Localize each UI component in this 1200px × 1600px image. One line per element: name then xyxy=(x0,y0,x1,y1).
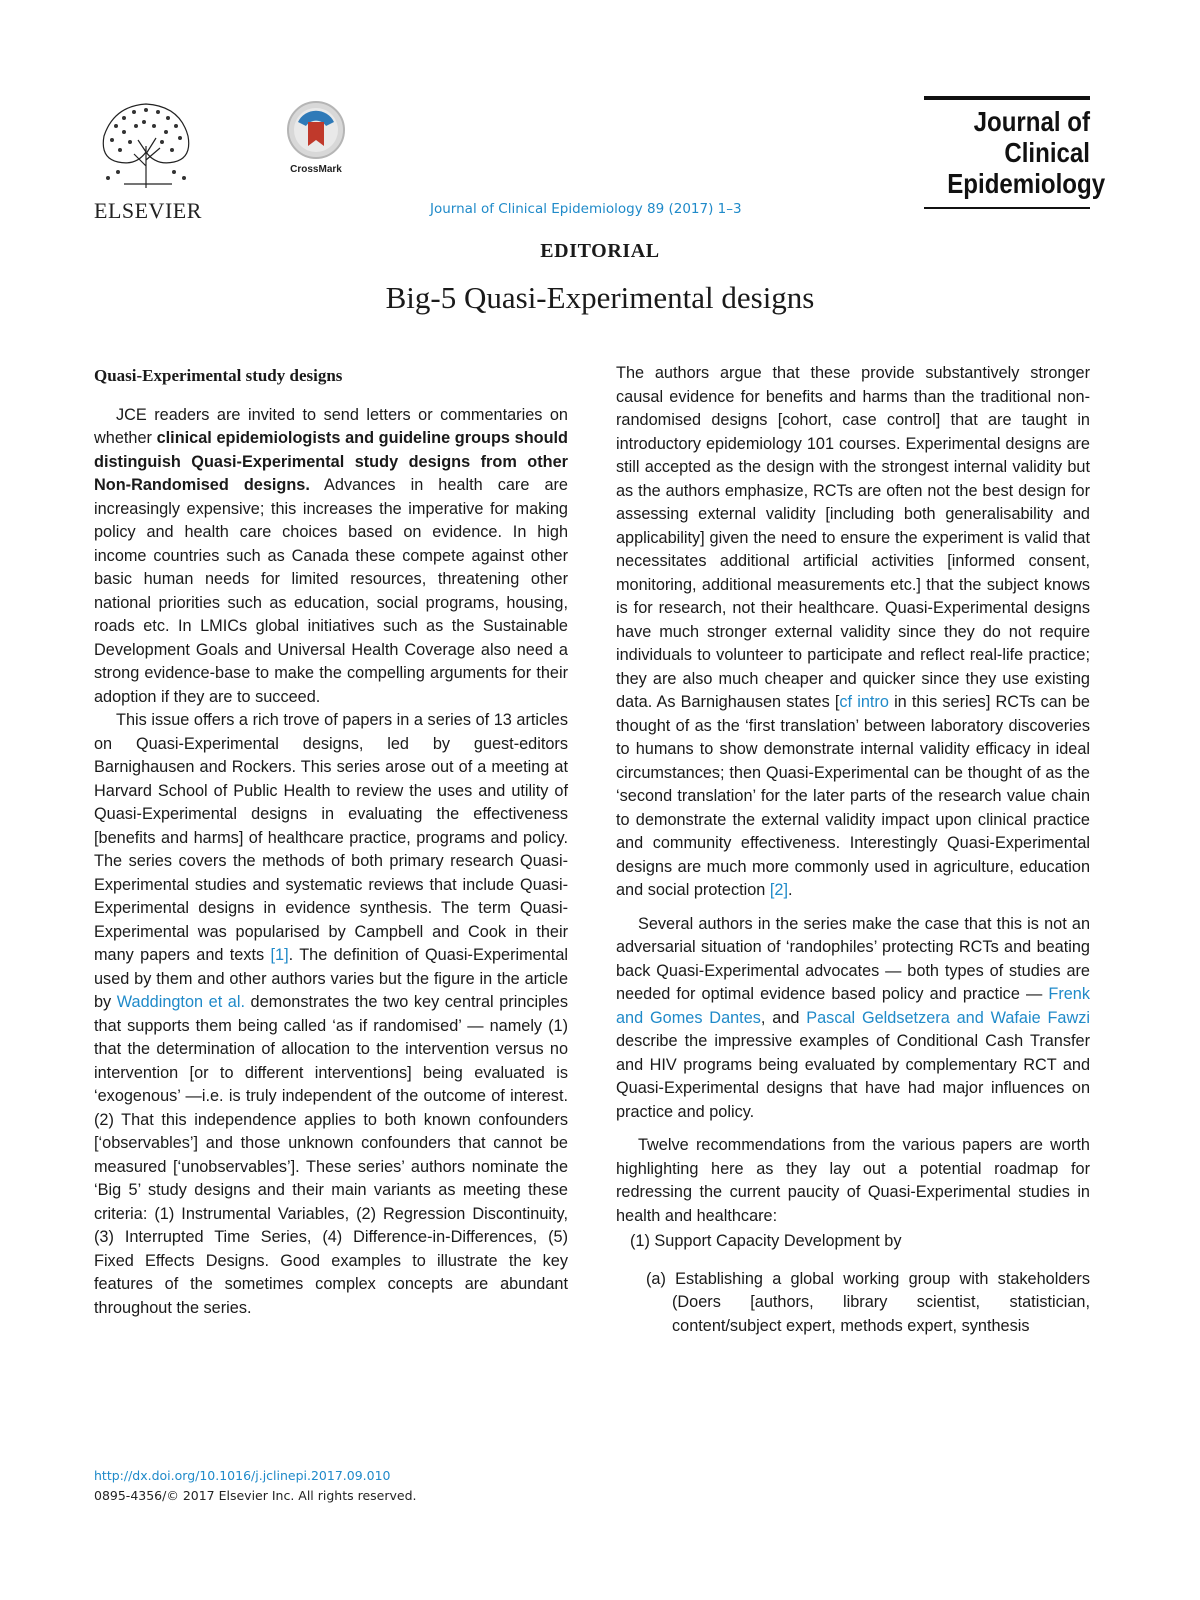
reference-link-1[interactable]: [1] xyxy=(270,946,289,964)
list-item: (1) Support Capacity Development by xyxy=(630,1232,902,1250)
right-column xyxy=(616,362,1090,1338)
text-run: Several authors in the series make the case that this is not an adversarial situation of ‘randophiles’ protecting RCTs and beating back Quasi-Experimental advocates — both types of studies are needed for optimal evidence based policy and practice — xyxy=(616,914,1090,1003)
elsevier-logo xyxy=(94,96,204,224)
text-run: Advances in health care are increasingly expensive; this increases the imperative for making policy and health care choices based on evidence. In high income countries such as Canada these compete against other basic human needs for limited resources, threatening other national priorities such as education, social programs, housing, roads etc. In LMICs global initiatives such as the Sustainable Development Goals and Universal Health Coverage also need a strong evidence-base to make the compelling arguments for their adoption if they are to succeed. xyxy=(94,476,568,706)
brand-bottom-rule xyxy=(924,207,1090,209)
right-paragraph-2 xyxy=(616,913,1090,1125)
crossmark-badge[interactable] xyxy=(280,100,352,175)
crossmark-icon xyxy=(286,100,346,160)
brand-top-rule xyxy=(924,96,1090,100)
text-run: . The definition of Quasi-Experimental used by them and other authors varies but the figure in the article by xyxy=(94,946,568,1011)
brand-line-2: Clinical xyxy=(1004,137,1090,168)
left-paragraph-2 xyxy=(94,709,568,1320)
journal-brand xyxy=(924,96,1106,209)
text-run: . xyxy=(787,881,793,899)
text-run: in this series] RCTs can be thought of as the ‘first translation’ between laboratory discoveries to humans to show demonstrate internal validity efficacy in ideal circumstances; then Quasi-Experimental can be thought of as the ‘second translation’ for the later parts of the research value chain to demonstrate the external validity impact upon clinical practice and community effectiveness. Interestingly Quasi-Experimental designs are much more commonly used in agriculture, education and social protection xyxy=(616,693,1090,899)
left-column xyxy=(94,362,568,1320)
reference-link-2[interactable]: [2] xyxy=(769,881,788,899)
text-run: The authors argue that these provide substantively stronger causal evidence for benefits and harms than the traditional non-randomised designs [cohort, case control] that are taught in introductory epidemiology 101 courses. Experimental designs are still accepted as the design with the strongest internal validity but as the authors emphasize, RCTs are often not the best design for assessing external validity [including both generalisability and applicability] given the need to ensure the experiment is valid that necessitates additional artificial activities [informed consent, monitoring, additional measurements etc.] that the subject knows is for research, not their healthcare. Quasi-Experimental designs have much stronger external validity since they do not require individuals to volunteer to participate and reflect real-life practice; they are also much cheaper and quicker since they use existing data. As Barnighausen states [ xyxy=(616,364,1090,711)
right-paragraph-3: Twelve recommendations from the various papers are worth highlighting here as they lay out a potential roadmap for redressing the current paucity of Quasi-Experimental studies in health and healthcare: xyxy=(616,1136,1090,1225)
text-run: describe the impressive examples of Conditional Cash Transfer and HIV programs being evaluated by complementary RCT and Quasi-Experimental designs that have had major influences on practice and policy. xyxy=(616,1032,1090,1121)
crossmark-label: CrossMark xyxy=(290,164,342,175)
text-run: demonstrates the two key central principles that supports them being called ‘as if randomised’ — namely (1) that the determination of allocation to the intervention versus no intervention [or to different interventions] being evaluated is ‘exogenous’ —i.e. is truly independent of the outcome of interest. (2) That this independence applies to both known confounders [‘observables’] and those unknown confounders that cannot be measured [‘unobservables’]. These series’ authors nominate the ‘Big 5’ study designs and their main variants as meeting these criteria: (1) Instrumental Variables, (2) Regression Discontinuity, (3) Interrupted Time Series, (4) Difference-in-Differences, (5) Fixed Effects Designs. Good examples to illustrate the key features of the sometimes complex concepts are abundant throughout the series. xyxy=(94,993,568,1317)
waddington-link[interactable]: Waddington et al. xyxy=(116,993,245,1011)
page-footer xyxy=(94,1466,574,1506)
brand-line-1: Journal of xyxy=(973,106,1090,137)
text-run: JCE readers are invited to send letters or commentaries on whether xyxy=(94,405,568,447)
text-run: , and xyxy=(760,1008,807,1027)
text-run: This issue offers a rich trove of papers in a series of 13 articles on Quasi-Experimental designs, led by guest-editors Barnighausen and Rockers. This series arose out of a meeting at Harvard School of Public Health to review the uses and utility of Quasi-Experimental designs in evaluating the effectiveness [benefits and harms] of healthcare practice, programs and policy. The series covers the methods of both primary research Quasi-Experimental studies and systematic reviews that include Quasi-Experimental designs in evidence synthesis. The term Quasi-Experimental was popularised by Campbell and Cook in their many papers and texts xyxy=(94,711,568,964)
publisher-wordmark: ELSEVIER xyxy=(94,198,202,223)
brand-line-3: Epidemiology xyxy=(947,168,1106,199)
right-paragraph-1 xyxy=(616,362,1090,903)
article-kicker: EDITORIAL xyxy=(540,240,660,262)
copyright-notice: 0895-4356/© 2017 Elsevier Inc. All rights reserved. xyxy=(94,1488,417,1503)
elsevier-tree-icon xyxy=(94,96,198,192)
geldsetzera-fawzi-link[interactable]: Pascal Geldsetzera and Wafaie Fawzi xyxy=(806,1008,1090,1027)
frenk-dantes-link[interactable]: Frenk and Gomes Dantes xyxy=(616,985,1090,1027)
journal-citation[interactable]: Journal of Clinical Epidemiology 89 (2017) 1–3 xyxy=(430,201,742,217)
list-sub-item: (a) Establishing a global working group with stakeholders (Doers [authors, library scientist, statistician, content/subject expert, methods expert, synthesis xyxy=(646,1269,1090,1335)
article-title: Big-5 Quasi-Experimental designs xyxy=(385,280,815,315)
cf-intro-link[interactable]: cf intro xyxy=(839,693,889,711)
page-header xyxy=(0,0,1200,230)
emphasis-question: clinical epidemiologists and guideline groups should distinguish Quasi-Experimental study designs from other Non-Randomised designs. xyxy=(94,429,568,494)
doi-link[interactable]: http://dx.doi.org/10.1016/j.jclinepi.2017.09.010 xyxy=(94,1468,391,1483)
left-paragraph-1 xyxy=(94,404,568,710)
section-heading: Quasi-Experimental study designs xyxy=(94,366,343,385)
